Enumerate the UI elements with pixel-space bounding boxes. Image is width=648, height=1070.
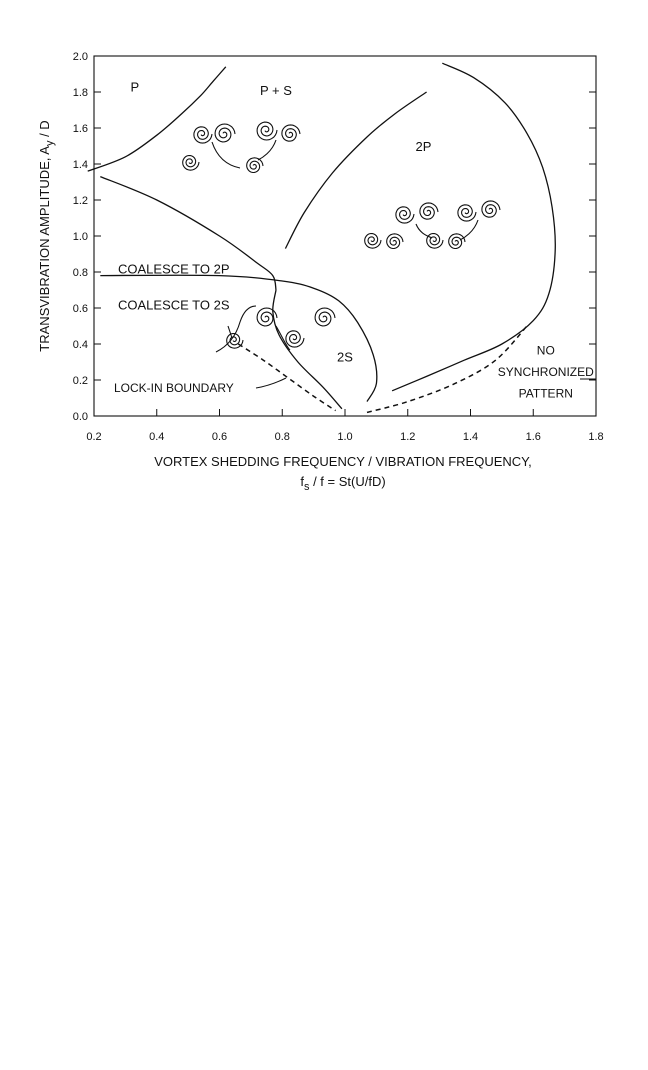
vortex-spiral-icon <box>482 201 500 217</box>
region-label: 2S <box>337 349 353 365</box>
y-tick-label: 0.8 <box>72 267 88 279</box>
x-tick-label: 1.4 <box>462 431 479 443</box>
region-label: P + S <box>260 83 292 99</box>
vortex-spiral-icon <box>286 331 304 347</box>
x-axis-ticks <box>86 409 603 443</box>
x-tick-label: 0.8 <box>274 431 290 443</box>
vortex-spiral-icon <box>420 203 438 219</box>
y-tick-label: 0.0 <box>72 411 88 423</box>
vortex-wake-stroke <box>276 326 290 350</box>
no-sync-label: NO <box>536 343 555 358</box>
x-tick-label: 1.2 <box>400 431 416 443</box>
vortex-spiral-icon <box>227 334 243 349</box>
vortex-spiral-icon <box>282 125 300 141</box>
mode-boundaries <box>88 63 556 412</box>
y-tick-label: 0.2 <box>72 375 88 387</box>
x-axis-label-formula: $f_s / f = St(U/fD)$ <box>300 474 386 493</box>
vortex-spiral-icon <box>247 158 263 173</box>
y-tick-label: 1.0 <box>72 231 88 243</box>
vortex-pattern-sketches <box>183 122 500 352</box>
no-sync-label: SYNCHRONIZED <box>497 365 594 379</box>
vortex-spiral-icon <box>257 122 277 140</box>
vortex-spiral-icon <box>387 234 403 249</box>
vortex-mode-map-chart <box>0 0 648 520</box>
region-label: COALESCE TO 2S <box>118 297 230 313</box>
no-sync-label: PATTERN <box>518 386 573 401</box>
vortex-spiral-icon <box>183 156 199 171</box>
x-tick-label: 0.2 <box>86 431 102 443</box>
mode-boundary-curve <box>88 67 226 171</box>
vortex-wake-stroke <box>416 224 432 238</box>
mode-boundary-curve <box>285 92 426 249</box>
y-tick-label: 1.2 <box>72 195 88 207</box>
vortex-wake-stroke <box>258 140 276 160</box>
x-tick-label: 0.4 <box>149 431 165 443</box>
y-tick-label: 1.6 <box>72 123 88 135</box>
vortex-spiral-icon <box>396 207 414 223</box>
vortex-spiral-icon <box>458 205 476 221</box>
y-tick-label: 1.4 <box>72 159 88 171</box>
y-tick-label: 0.6 <box>72 303 88 315</box>
y-tick-label: 1.8 <box>72 87 88 99</box>
vortex-spiral-icon <box>449 234 465 249</box>
region-label: 2P <box>415 139 432 154</box>
lock-in-leader-line <box>256 378 286 388</box>
vortex-spiral-icon <box>427 234 443 249</box>
x-tick-label: 1.8 <box>588 431 604 443</box>
mode-boundary-curve <box>392 63 555 391</box>
x-tick-label: 0.6 <box>211 431 228 443</box>
vortex-spiral-icon <box>215 124 235 142</box>
vortex-spiral-icon <box>315 308 335 326</box>
chart-annotations <box>114 343 596 400</box>
y-axis-label: TRANSVIBRATION AMPLITUDE, $A_y$ / D <box>37 120 56 352</box>
vortex-wake-stroke <box>212 142 240 168</box>
y-axis-label-subscript: y <box>44 140 56 147</box>
x-tick-label: 1.6 <box>525 431 541 443</box>
lock-in-boundary-label: LOCK-IN BOUNDARY <box>114 381 234 396</box>
x-tick-label: 1.0 <box>337 431 353 443</box>
region-label: COALESCE TO 2P <box>118 261 230 277</box>
lock-in-boundary-curve <box>238 344 335 411</box>
y-tick-label: 2.0 <box>72 51 88 63</box>
y-tick-label: 0.4 <box>72 339 88 351</box>
vortex-spiral-icon <box>194 127 212 143</box>
region-label: P <box>130 79 140 95</box>
x-axis-label: VORTEX SHEDDING FREQUENCY / VIBRATION FREQUENCY, <box>154 454 532 469</box>
vortex-spiral-icon <box>365 234 381 249</box>
